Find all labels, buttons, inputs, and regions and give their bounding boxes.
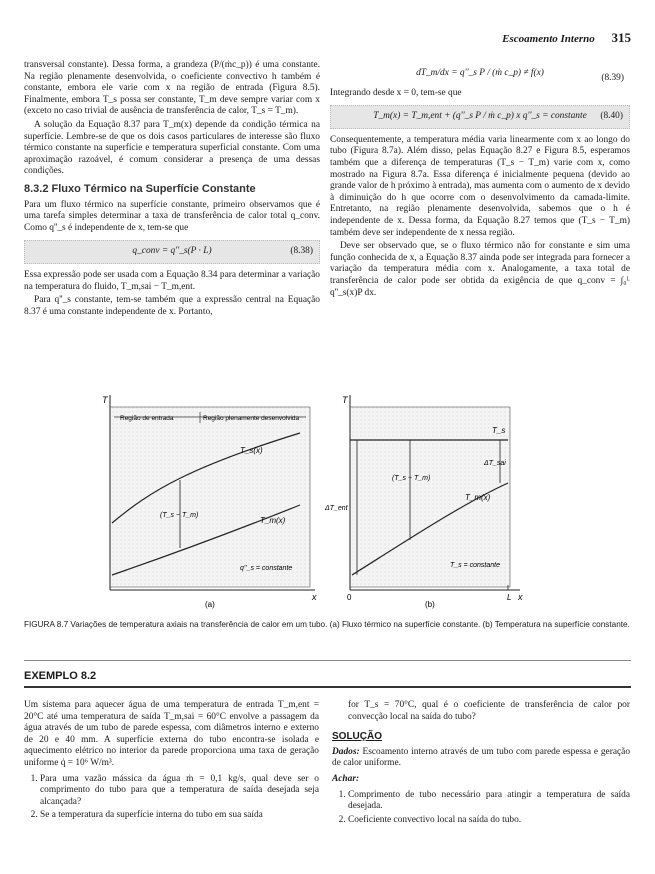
section-heading: 8.3.2 Fluxo Térmico na Superfície Constante	[24, 182, 256, 195]
equation-8-38	[24, 240, 320, 264]
region-entry-label: Região de entrada	[120, 415, 174, 422]
axis-label-x: x	[312, 592, 317, 602]
page-number: 315	[611, 30, 631, 45]
equation-text: dT_m/dx = q''_s P / (ṁ c_p) ≠ f(x)	[416, 68, 544, 78]
left-column	[24, 60, 320, 320]
axis-label-t: T	[102, 395, 108, 405]
diff-label: (T_s − T_m)	[392, 475, 431, 482]
equation-8-39	[330, 68, 630, 83]
find-1: 1. Comprimento de tubo necessário para atingir a temperatura de saída desejada.	[348, 790, 630, 813]
panel-a	[102, 395, 317, 609]
question-1: 1. Para uma vazão mássica da água ṁ = 0,1 kg/s, qual deve ser o comprimento do tubo para que a temperatura de saída desejada seja alcançada?	[40, 774, 319, 809]
panel-label-a: (a)	[205, 600, 215, 609]
plot-area-a	[110, 407, 310, 587]
tm-label: T_m(x)	[465, 493, 491, 502]
ts-label: T_s	[492, 426, 506, 435]
region-developed-label: Região plenamente desenvolvida	[203, 415, 300, 422]
paragraph: A solução da Equação 8.37 para T_m(x) depende da condição térmica na superfície. Lembre-se de que os dois casos particulares de interesse são fluxo térmico constante na superfície e temperatura superficial constante. Com uma aproximação razoável, é comum considerar a presença de uma dessas condições.	[24, 119, 320, 177]
dados-text: Escoamento interno através de um tubo com parede espessa e geração de calor uniforme.	[332, 746, 631, 769]
paragraph: transversal constante). Dessa forma, a grandeza (P/(ṁc_p)) é uma constante. Na região plenamente desenvolvida, o coeficiente convectivo h também é constante, embora ele varie com x na região de entrada (Figura 8.5). Finalmente, embora T_s possa ser constante, T_m deve sempre variar com x (exceto no caso trivial de ausência de transferência de calor, T_s = T_m).	[24, 60, 320, 117]
example-title: EXEMPLO 8.2	[24, 670, 97, 682]
ts-label: T_s(x)	[240, 446, 263, 455]
paragraph: Integrando desde x = 0, tem-se que	[330, 87, 462, 98]
equation-text: q_conv = q''_s(P · L)	[132, 246, 212, 257]
running-title: Escoamento Interno	[502, 33, 595, 45]
dados-label: Dados:	[332, 746, 360, 757]
example-left	[24, 700, 319, 824]
equation-number: (8.38)	[290, 246, 313, 257]
figure-caption: FIGURA 8.7 Variações de temperatura axiais na transferência de calor em um tubo. (a) Fluxo térmico na superfície constante. (b) Temperatura na superfície constante.	[24, 620, 630, 629]
divider	[24, 686, 631, 688]
question-2: 2. Se a temperatura da superfície interna do tubo em sua saída	[40, 810, 319, 822]
achar-label: Achar:	[332, 773, 360, 784]
find-2: 2. Coeficiente convectivo local na saída do tubo.	[348, 815, 630, 827]
panel-label-b: (b)	[425, 600, 435, 609]
diff-label: (T_s − T_m)	[160, 512, 199, 519]
equation-8-40	[330, 105, 630, 129]
dt-ent-label: ΔT_ent	[325, 505, 348, 512]
paragraph: Para q''_s constante, tem-se também que a expressão central na Equação 8.37 é uma constante independente de x. Portanto,	[24, 295, 320, 317]
example-intro: Um sistema para aquecer água de uma temperatura de entrada T_m,ent = 20°C até uma temperatura de saída T_m,sai = 60°C envolve a passagem da água através de um tubo de parede espessa, com diâmetros interno e externo de 20 e 40 mm. A superfície externa do tubo encontra-se isolada e aquecimento elétrico no interior da parede proporciona uma taxa de geração uniforme q̇ = 10⁶ W/m³.	[24, 700, 319, 768]
paragraph: Consequentemente, a temperatura média varia linearmente com x ao longo do tubo (Figura 8.7a). Além disso, pelas Equação 8.27 e Figura 8.5, esperamos também que a diferença de temperaturas (T_s − T_m) varie com x, como mostrado na Figura 8.7a. Essa diferença é inicialmente pequena (devido ao grande valor de h próximo à entrada), mas aumenta com o aumento de x devido à diminuição do h que ocorre com o desenvolvimento da camada-limite. Entretanto, na região plenamente desenvolvida, sabemos que o h é independente de x. Dessa forma, da Equação 8.27 temos que (T_s − T_m) também deve ser independente de x nessa região.	[330, 134, 630, 238]
const-label: T_s = constante	[450, 562, 501, 569]
x0-label: 0	[347, 593, 352, 602]
running-header	[502, 30, 631, 46]
question-list	[24, 774, 319, 822]
paragraph: Para um fluxo térmico na superfície constante, primeiro observamos que é uma tarefa simples determinar a taxa de transferência de calor total q_conv. Como q''_s é independente de x, tem-se que	[24, 199, 320, 233]
divider	[24, 660, 631, 661]
paragraph: Essa expressão pode ser usada com a Equação 8.34 para determinar a variação na temperatura do fluido, T_m,sai − T_m,ent.	[24, 269, 320, 292]
equation-number: (8.40)	[600, 111, 623, 122]
find-list	[332, 790, 630, 827]
solution-heading: SOLUÇÃO	[332, 731, 382, 743]
axis-label-t: T	[342, 395, 348, 405]
example-right	[332, 700, 630, 828]
tm-label: T_m(x)	[260, 516, 286, 525]
equation-number: (8.39)	[601, 73, 624, 83]
xL-label: L	[507, 593, 512, 602]
question-2-continued: for T_s = 70°C, qual é o coeficiente de transferência de calor por convecção local na saída do tubo?	[348, 700, 630, 722]
equation-text: T_m(x) = T_m,ent + (q''_s P / ṁ c_p) x q''_s = constante	[373, 111, 587, 122]
axis-label-x: x	[518, 592, 523, 602]
dt-sai-label: ΔT_sai	[484, 460, 506, 467]
flux-label: q''_s = constante	[240, 565, 293, 572]
paragraph: Deve ser observado que, se o fluxo térmico não for constante e sim uma função conhecida de x, a Equação 8.37 ainda pode ser integrada para fornecer a variação da temperatura média com x. Analogamente, a taxa total de transferência de calor pode ser obtida da exigência de que q_conv = ∫₀ᴸ q''_s(x)P dx.	[330, 241, 630, 298]
right-column	[330, 60, 630, 301]
panel-b	[324, 395, 523, 609]
figure-8-7	[100, 395, 640, 615]
